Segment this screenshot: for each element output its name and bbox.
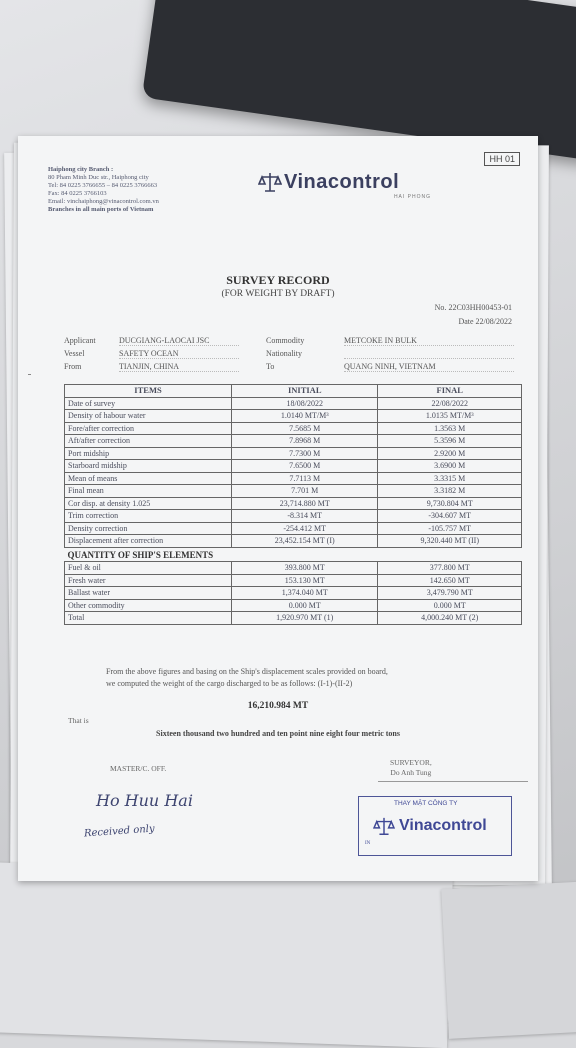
nationality-value (344, 349, 514, 359)
document-subtitle: (FOR WEIGHT BY DRAFT) (221, 289, 335, 299)
section-title: QUANTITY OF SHIP'S ELEMENTS (67, 549, 214, 560)
initial-value: 7.6500 M (232, 460, 378, 473)
branch-header (48, 166, 218, 214)
initial-value: 7.701 M (232, 485, 378, 498)
applicant-label: Applicant (64, 336, 96, 345)
element-rows (65, 562, 522, 625)
row-label: Starboard midship (65, 460, 232, 473)
initial-value: 7.8968 M (232, 435, 378, 448)
punch-mark (28, 374, 31, 375)
scales-icon (258, 171, 282, 195)
row-label: Fore/after correction (65, 422, 232, 435)
final-value: -105.757 MT (378, 522, 522, 535)
table-row (65, 587, 522, 600)
initial-value: 153.130 MT (232, 574, 378, 587)
table-row (65, 562, 522, 575)
initial-value: 0.000 MT (232, 599, 378, 612)
branch-line: Tel: 84 0225 3766655 – 84 0225 3766663 (48, 182, 158, 189)
commodity-value: METCOKE IN BULK (344, 336, 514, 346)
table-row (65, 574, 522, 587)
survey-record-page (18, 136, 538, 881)
surveyor-name: Do Anh Tung (390, 768, 432, 777)
stamp-scales-icon (373, 817, 395, 837)
column-header: ITEMS (65, 385, 232, 398)
company-stamp (358, 796, 512, 856)
initial-value: 7.7113 M (232, 472, 378, 485)
final-value: 2.9200 M (378, 447, 522, 460)
final-value: 22/08/2022 (378, 397, 522, 410)
table-row (65, 535, 522, 548)
initial-value: -254.412 MT (232, 522, 378, 535)
final-value: 4,000.240 MT (2) (378, 612, 522, 625)
final-value: 3.3182 M (378, 485, 522, 498)
row-label: Displacement after correction (65, 535, 232, 548)
weight-in-words: Sixteen thousand two hundred and ten point nine eight four metric tons (156, 729, 400, 738)
surveyor-block (390, 758, 432, 778)
final-value: 9,320.440 MT (II) (378, 535, 522, 548)
stamp-logo-text: Vinacontrol (399, 817, 487, 834)
stamp-top-text: THAY MẶT CÔNG TY (394, 800, 458, 807)
branch-line: Branches in all main ports of Vietnam (48, 206, 154, 213)
table-row (65, 422, 522, 435)
table-row (65, 510, 522, 523)
signature-line (378, 781, 528, 782)
handwritten-signature: Ho Huu Hai (96, 791, 193, 810)
final-value: 0.000 MT (378, 599, 522, 612)
initial-value: 7.5685 M (232, 422, 378, 435)
row-label: Aft/after correction (65, 435, 232, 448)
initial-value: 23,714.880 MT (232, 497, 378, 510)
vessel-label: Vessel (64, 349, 85, 358)
vinacontrol-logo (258, 171, 433, 201)
initial-value: 1,374.040 MT (232, 587, 378, 600)
record-date-label: Date (458, 317, 474, 326)
row-label: Port midship (65, 447, 232, 460)
to-label: To (266, 362, 275, 371)
surveyor-title: SURVEYOR, (390, 758, 432, 767)
final-value: 1.3563 M (378, 422, 522, 435)
table-row (65, 497, 522, 510)
table-row (65, 612, 522, 625)
row-label: Density correction (65, 522, 232, 535)
master-label: MASTER/C. OFF. (110, 764, 167, 773)
table-row (65, 522, 522, 535)
initial-value: 23,452.154 MT (I) (232, 535, 378, 548)
final-value: 3.6900 M (378, 460, 522, 473)
note-line: From the above figures and basing on the Ship's displacement scales provided on board, (106, 667, 388, 676)
record-number (435, 303, 512, 312)
handwritten-note: Received only (83, 823, 155, 840)
initial-value: 7.7300 M (232, 447, 378, 460)
to-value: QUANG NINH, VIETNAM (344, 362, 514, 372)
final-value: 142.650 MT (378, 574, 522, 587)
table-row (65, 447, 522, 460)
table-row (65, 410, 522, 423)
row-label: Mean of means (65, 472, 232, 485)
row-label: Other commodity (65, 599, 232, 612)
vessel-value: SAFETY OCEAN (119, 349, 239, 359)
document-title: SURVEY RECORD (226, 273, 330, 287)
that-is-label: That is (68, 716, 89, 725)
form-code-box: HH 01 (484, 152, 520, 166)
initial-value: 1.0140 MT/M³ (232, 410, 378, 423)
column-header: INITIAL (232, 385, 378, 398)
draft-rows (65, 397, 522, 547)
initial-value: 18/08/2022 (232, 397, 378, 410)
final-value: 9,730.804 MT (378, 497, 522, 510)
note-line: we computed the weight of the cargo discharged to be as follows: (I-1)-(II-2) (106, 679, 353, 688)
table-row (65, 599, 522, 612)
initial-value: 393.800 MT (232, 562, 378, 575)
record-number-label: No. (434, 303, 447, 312)
shipment-info (64, 336, 504, 375)
computation-note (106, 666, 506, 690)
record-date (458, 317, 512, 326)
table-row (65, 460, 522, 473)
survey-table (64, 384, 522, 625)
branch-line: Email: vinchaiphong@vinacontrol.com.vn (48, 198, 159, 205)
branch-line: Fax: 84 0225 3766103 (48, 190, 107, 197)
applicant-value: DUCGIANG-LAOCAI JSC (119, 336, 239, 346)
column-header: FINAL (378, 385, 522, 398)
commodity-label: Commodity (266, 336, 305, 345)
cargo-weight: 16,210.984 MT (247, 701, 309, 711)
table-row (65, 435, 522, 448)
row-label: Fresh water (65, 574, 232, 587)
row-label: Date of survey (65, 397, 232, 410)
branch-line: 80 Pham Minh Duc str., Haiphong city (48, 174, 149, 181)
side-sheet (441, 881, 576, 1039)
final-value: 377.800 MT (378, 562, 522, 575)
section-row (65, 547, 522, 562)
table-row (65, 485, 522, 498)
table-row (65, 397, 522, 410)
row-label: Fuel & oil (65, 562, 232, 575)
logo-word: Vinacontrol (284, 171, 400, 193)
final-value: 3.3315 M (378, 472, 522, 485)
final-value: -304.607 MT (378, 510, 522, 523)
from-value: TIANJIN, CHINA (119, 362, 239, 372)
final-value: 3,479.790 MT (378, 587, 522, 600)
row-label: Total (65, 612, 232, 625)
from-label: From (64, 362, 82, 371)
record-date-value: 22/08/2022 (475, 317, 512, 326)
row-label: Trim correction (65, 510, 232, 523)
initial-value: -8.314 MT (232, 510, 378, 523)
initial-value: 1,920.970 MT (1) (232, 612, 378, 625)
row-label: Ballast water (65, 587, 232, 600)
record-number-value: 22C03HH00453-01 (448, 303, 512, 312)
nationality-label: Nationality (266, 349, 302, 358)
row-label: Density of habour water (65, 410, 232, 423)
stamp-small-text: IN (365, 841, 371, 846)
branch-line: Haiphong city Branch : (48, 166, 114, 173)
final-value: 1.0135 MT/M³ (378, 410, 522, 423)
logo-subtitle: HAI PHONG (393, 194, 431, 200)
row-label: Final mean (65, 485, 232, 498)
final-value: 5.3596 M (378, 435, 522, 448)
table-row (65, 472, 522, 485)
table-header-row (65, 385, 522, 398)
row-label: Cor disp. at density 1.025 (65, 497, 232, 510)
